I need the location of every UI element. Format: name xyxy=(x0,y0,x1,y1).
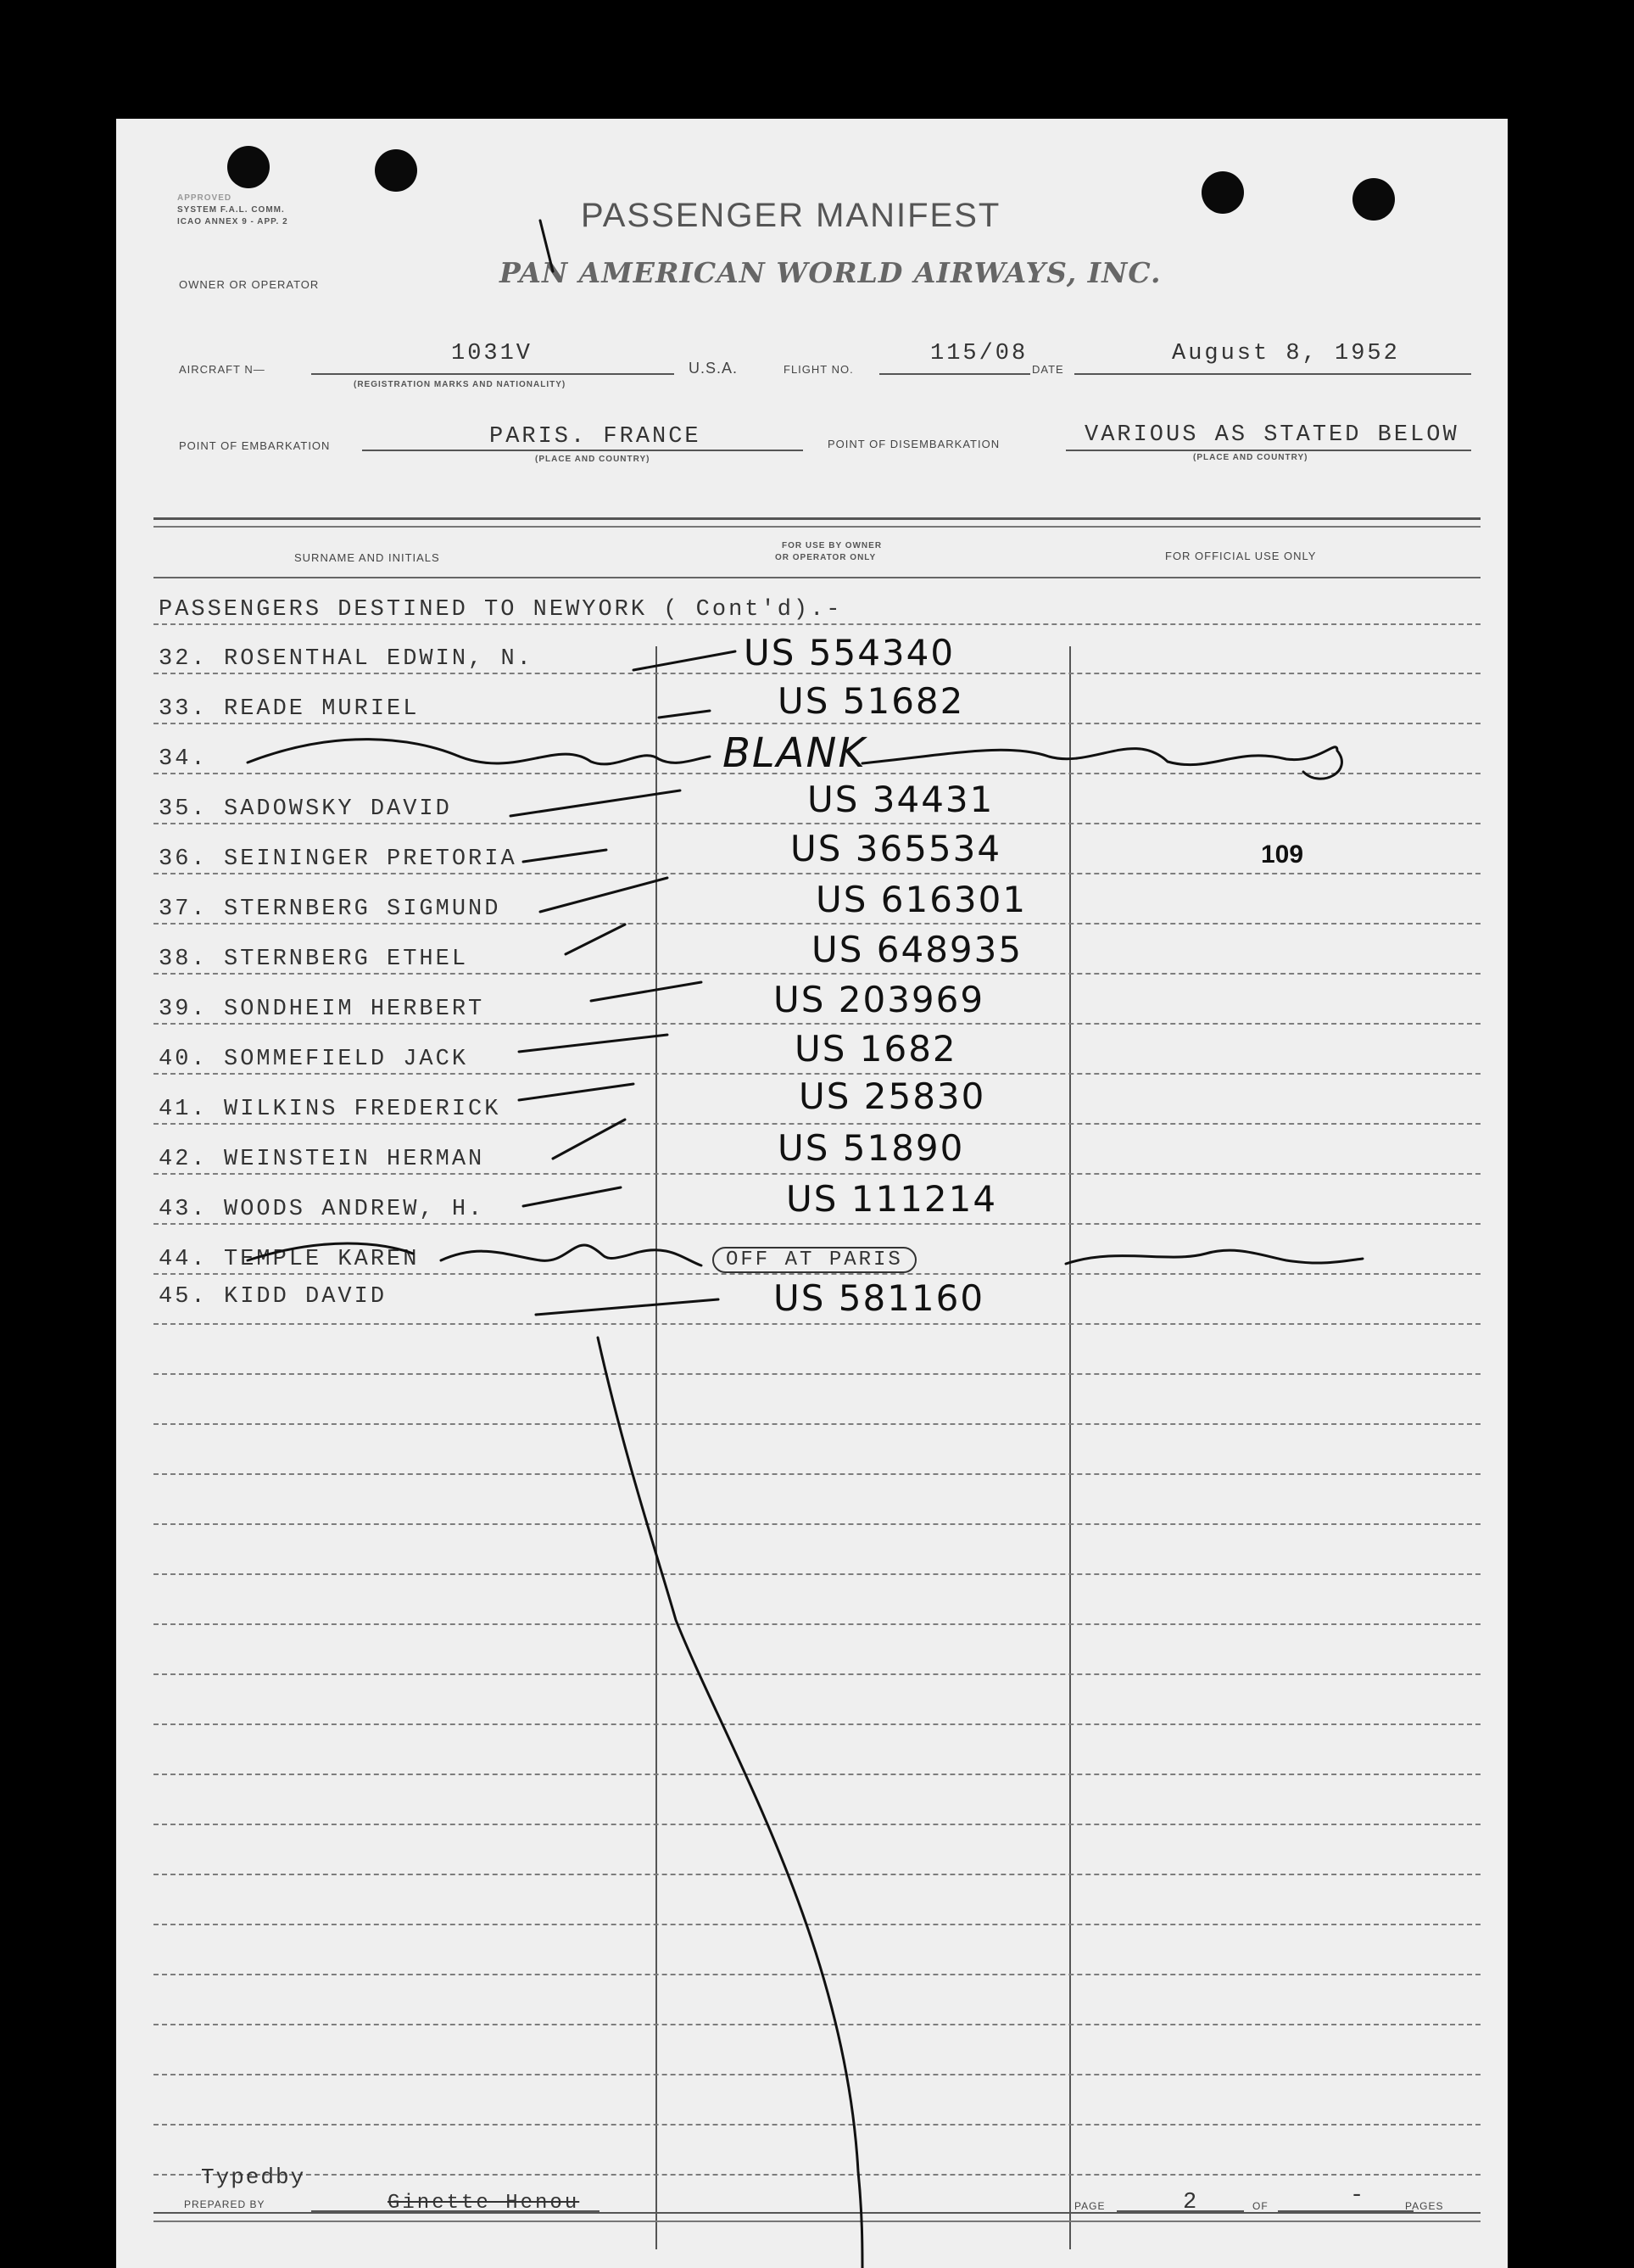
passport-number: US 51890 xyxy=(778,1127,965,1169)
passport-number: US 51682 xyxy=(778,680,965,722)
row-number: 32. xyxy=(159,646,208,672)
passenger-name: SOMMEFIELD JACK xyxy=(224,1047,469,1072)
usa-label: U.S.A. xyxy=(689,360,739,377)
passenger-name: SEININGER PRETORIA xyxy=(224,846,517,872)
row-number: 37. xyxy=(159,897,208,922)
section-heading: PASSENGERS DESTINED TO NEWYORK ( Cont'd).- xyxy=(159,597,843,623)
column-header-owner: FOR USE BY OWNER xyxy=(782,541,883,550)
passenger-name: WOODS ANDREW, H. xyxy=(224,1197,485,1222)
passport-number: BLANK xyxy=(722,729,867,777)
passport-number: US 111214 xyxy=(786,1178,998,1220)
operator-name: PAN AMERICAN WORLD AIRWAYS, INC. xyxy=(499,256,1162,289)
passport-number: US 581160 xyxy=(773,1277,985,1319)
handwritten-marks xyxy=(116,119,1508,2268)
passenger-name: STERNBERG ETHEL xyxy=(224,947,469,972)
total-pages: - xyxy=(1350,2183,1367,2209)
row-number: 42. xyxy=(159,1147,208,1172)
registration-caption: (REGISTRATION MARKS AND NATIONALITY) xyxy=(354,380,566,389)
passport-number: OFF AT PARIS xyxy=(712,1247,917,1273)
row-number: 35. xyxy=(159,796,208,822)
row-number: 33. xyxy=(159,696,208,722)
owner-label: OWNER OR OPERATOR xyxy=(179,278,320,291)
page-title: PASSENGER MANIFEST xyxy=(581,197,1001,234)
passport-number: US 365534 xyxy=(790,828,1002,869)
approval-line: ICAO ANNEX 9 - APP. 2 xyxy=(177,217,288,226)
approval-line: SYSTEM F.A.L. COMM. xyxy=(177,205,285,215)
row-number: 40. xyxy=(159,1047,208,1072)
passport-number: US 648935 xyxy=(811,929,1023,970)
passport-number: US 1682 xyxy=(795,1028,957,1070)
row-number: 41. xyxy=(159,1097,208,1122)
of-label: OF xyxy=(1252,2200,1269,2212)
row-number: 43. xyxy=(159,1197,208,1222)
manifest-page xyxy=(116,119,1508,2268)
column-header-surname: SURNAME AND INITIALS xyxy=(294,551,440,564)
embarkation-value: PARIS. FRANCE xyxy=(489,424,701,450)
typed-by-label: Typedby xyxy=(201,2165,306,2190)
page-number: 2 xyxy=(1183,2190,1200,2215)
passenger-name: TEMPLE KAREN xyxy=(224,1247,420,1272)
passport-number: US 616301 xyxy=(816,879,1028,920)
date-value: August 8, 1952 xyxy=(1172,341,1400,366)
row-number: 34. xyxy=(159,746,208,772)
prepared-by-label: PREPARED BY xyxy=(184,2198,265,2210)
passenger-name: SADOWSKY DAVID xyxy=(224,796,452,822)
row-number: 39. xyxy=(159,997,208,1022)
approval-line: APPROVED xyxy=(177,193,232,203)
preparer-name: Ginette Henou xyxy=(388,2192,580,2215)
place-caption: (PLACE AND COUNTRY) xyxy=(1193,453,1308,462)
flight-value: 115/08 xyxy=(930,341,1029,366)
passport-number: US 203969 xyxy=(773,979,985,1020)
passenger-name: READE MURIEL xyxy=(224,696,420,722)
passenger-name: WILKINS FREDERICK xyxy=(224,1097,501,1122)
disembarkation-label: POINT OF DISEMBARKATION xyxy=(828,438,1001,450)
passenger-name: STERNBERG SIGMUND xyxy=(224,897,501,922)
passport-number: US 554340 xyxy=(744,632,956,673)
aircraft-label: AIRCRAFT N— xyxy=(179,363,265,376)
passenger-name: SONDHEIM HERBERT xyxy=(224,997,485,1022)
disembarkation-value: VARIOUS AS STATED BELOW xyxy=(1085,422,1459,448)
row-number: 36. xyxy=(159,846,208,872)
column-header-official: FOR OFFICIAL USE ONLY xyxy=(1165,550,1317,562)
embarkation-label: POINT OF EMBARKATION xyxy=(179,439,331,452)
passenger-name: WEINSTEIN HERMAN xyxy=(224,1147,485,1172)
pages-label: PAGES xyxy=(1405,2200,1444,2212)
passport-number: US 25830 xyxy=(799,1075,986,1117)
passport-number: US 34431 xyxy=(807,779,995,820)
passenger-name: ROSENTHAL EDWIN, N. xyxy=(224,646,533,672)
row-number: 45. xyxy=(159,1284,208,1310)
flight-label: FLIGHT NO. xyxy=(784,363,854,376)
passenger-name: KIDD DAVID xyxy=(224,1284,388,1310)
row-number: 38. xyxy=(159,947,208,972)
official-entry: 109 xyxy=(1261,841,1304,869)
page-label: PAGE xyxy=(1074,2200,1106,2212)
aircraft-value: 1031V xyxy=(451,341,533,366)
date-label: DATE xyxy=(1032,363,1064,376)
place-caption: (PLACE AND COUNTRY) xyxy=(535,455,650,464)
row-number: 44. xyxy=(159,1247,208,1272)
column-header-owner: OR OPERATOR ONLY xyxy=(775,553,877,562)
